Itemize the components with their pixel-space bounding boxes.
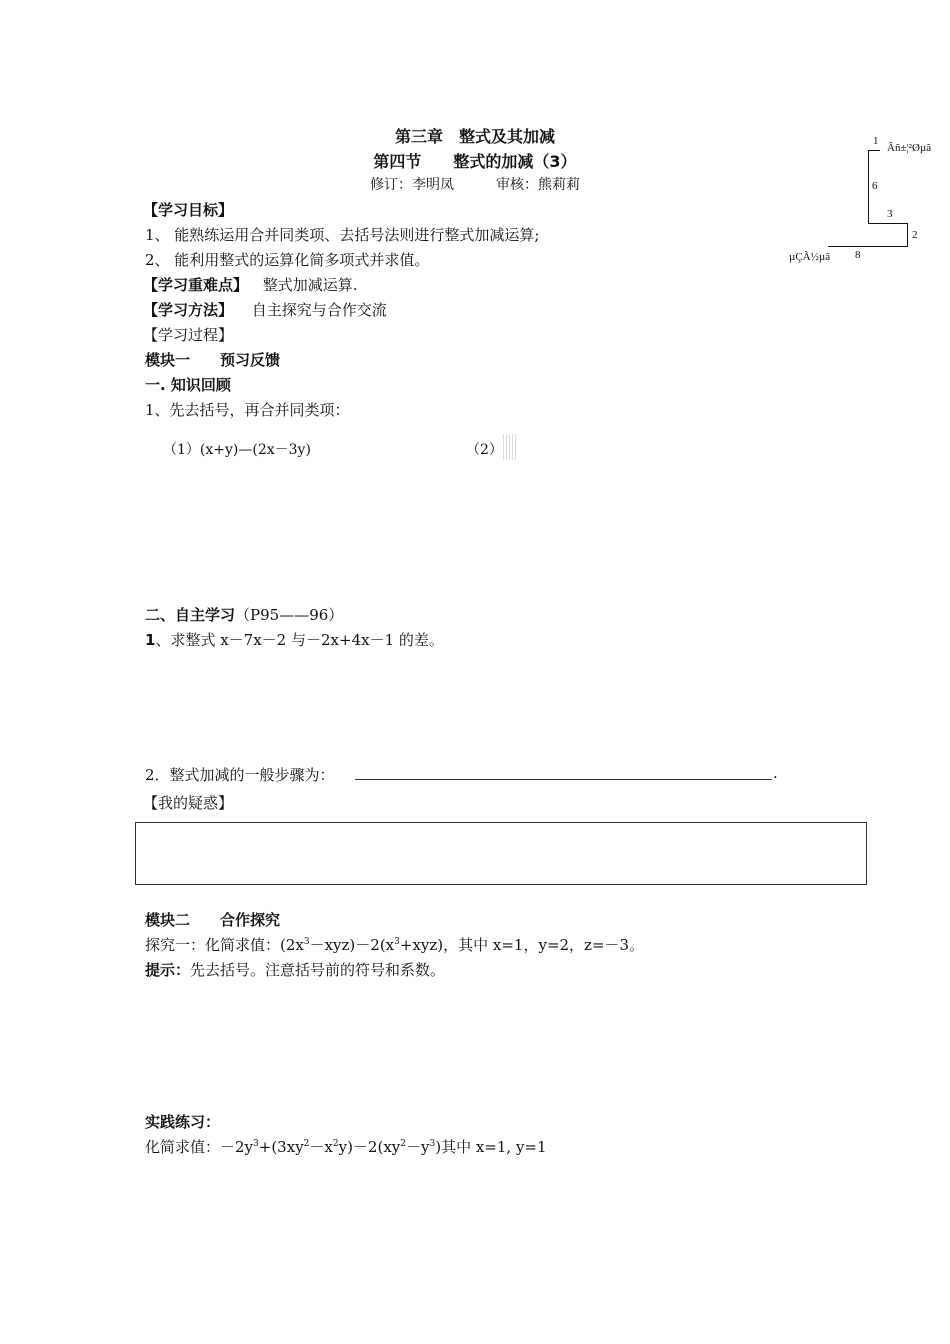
doubt-box[interactable] — [135, 822, 867, 885]
chapter-title: 第三章 整式及其加减 — [394, 127, 555, 146]
doubt-heading: 【我的疑惑】 — [143, 794, 234, 812]
review-heading: 一. 知识回顾 — [145, 376, 231, 394]
practice-heading: 实践练习： — [145, 1113, 221, 1131]
q1-text-b: －7x－2 与－2x — [228, 631, 339, 649]
diagram-label-1: 1 — [873, 135, 879, 147]
practice-text-f: )其中 x=1, y=1 — [435, 1138, 547, 1156]
module1-title: 模块一 预习反馈 — [145, 351, 281, 369]
key-points-text: 整式加减运算. — [262, 276, 358, 294]
practice-sup-d: 2 — [400, 1139, 406, 1149]
explore-text-c: +xyz)，其中 x=1，y=2，z=－3。 — [399, 936, 645, 954]
explore-sup-b: 3 — [394, 937, 400, 947]
explore-text-b: －xyz)－2(x — [309, 936, 395, 954]
practice-text-b: +(3xy — [258, 1138, 304, 1156]
diagram-line-left — [868, 150, 869, 223]
diagram-label-3: 3 — [887, 208, 893, 220]
diagram-line-right — [907, 223, 908, 247]
practice-sup-c: 2 — [332, 1139, 339, 1149]
objective-item-2: 2、 能利用整式的运算化简多项式并求值。 — [145, 251, 430, 269]
diagram-line-top — [868, 150, 880, 151]
q2-answer-line[interactable] — [355, 779, 772, 780]
diagram-label-8: 8 — [855, 249, 861, 261]
practice-text-a: 化简求值：－2y — [145, 1138, 254, 1156]
module2-title: 模块二 合作探究 — [145, 911, 281, 929]
credits: 修订：李明凤 审核：熊莉莉 — [370, 177, 580, 193]
process-heading: 【学习过程】 — [143, 326, 234, 344]
q1-text-c: +4x－1 的差。 — [339, 631, 444, 649]
explore-one — [145, 934, 644, 955]
section-title: 第四节 整式的加减（3） — [373, 152, 577, 171]
problem-2-image-placeholder — [503, 434, 517, 460]
diagram-label-2: 2 — [912, 229, 918, 241]
practice-sup-e: 3 — [429, 1139, 436, 1149]
problem-2: （2） — [466, 442, 503, 458]
method-label: 【学习方法】 — [143, 301, 234, 319]
q1-number: 1 — [145, 631, 156, 649]
practice-text-c: －x — [309, 1138, 333, 1156]
self-study-q1 — [145, 629, 444, 650]
practice-problem — [145, 1136, 547, 1157]
objective-item-1: 1、 能熟练运用合并同类项、去括号法则进行整式加减运算; — [145, 226, 540, 244]
practice-sup-a: 3 — [253, 1139, 259, 1149]
review-question: 1、先去括号，再合并同类项： — [145, 401, 350, 419]
explore-sup-a: 3 — [303, 937, 310, 947]
diagram-garbled-top: Âñ±¦²Øµã — [887, 142, 932, 154]
hint-text: 先去括号。注意括号前的符号和系数。 — [190, 961, 446, 979]
explore-text-a: 探究一：化简求值：(2x — [145, 936, 304, 954]
diagram-line-bottom — [828, 246, 908, 247]
practice-text-e: －y — [406, 1138, 430, 1156]
problem-1: （1）(x+y)—(2x－3y) — [163, 442, 311, 458]
method-text: 自主探究与合作交流 — [251, 301, 387, 319]
diagram-label-6: 6 — [872, 180, 878, 192]
key-points-label: 【学习重难点】 — [143, 276, 249, 294]
q2-end: . — [773, 764, 778, 782]
self-study-heading: 二、自主学习 — [145, 606, 236, 624]
diagram-line-mid — [868, 223, 908, 224]
diagram-garbled-bottom: µÇÃ½µã — [789, 251, 831, 263]
hint-label: 提示： — [145, 961, 191, 979]
q2-text: 2．整式加减的一般步骤为： — [145, 766, 335, 784]
self-study-pages: （P95——96） — [235, 606, 344, 624]
q1-text-a: 、求整式 x — [155, 631, 229, 649]
objectives-heading: 【学习目标】 — [143, 201, 234, 219]
practice-sup-b: 2 — [303, 1139, 310, 1149]
practice-text-d: y)－2(xy — [338, 1138, 401, 1156]
